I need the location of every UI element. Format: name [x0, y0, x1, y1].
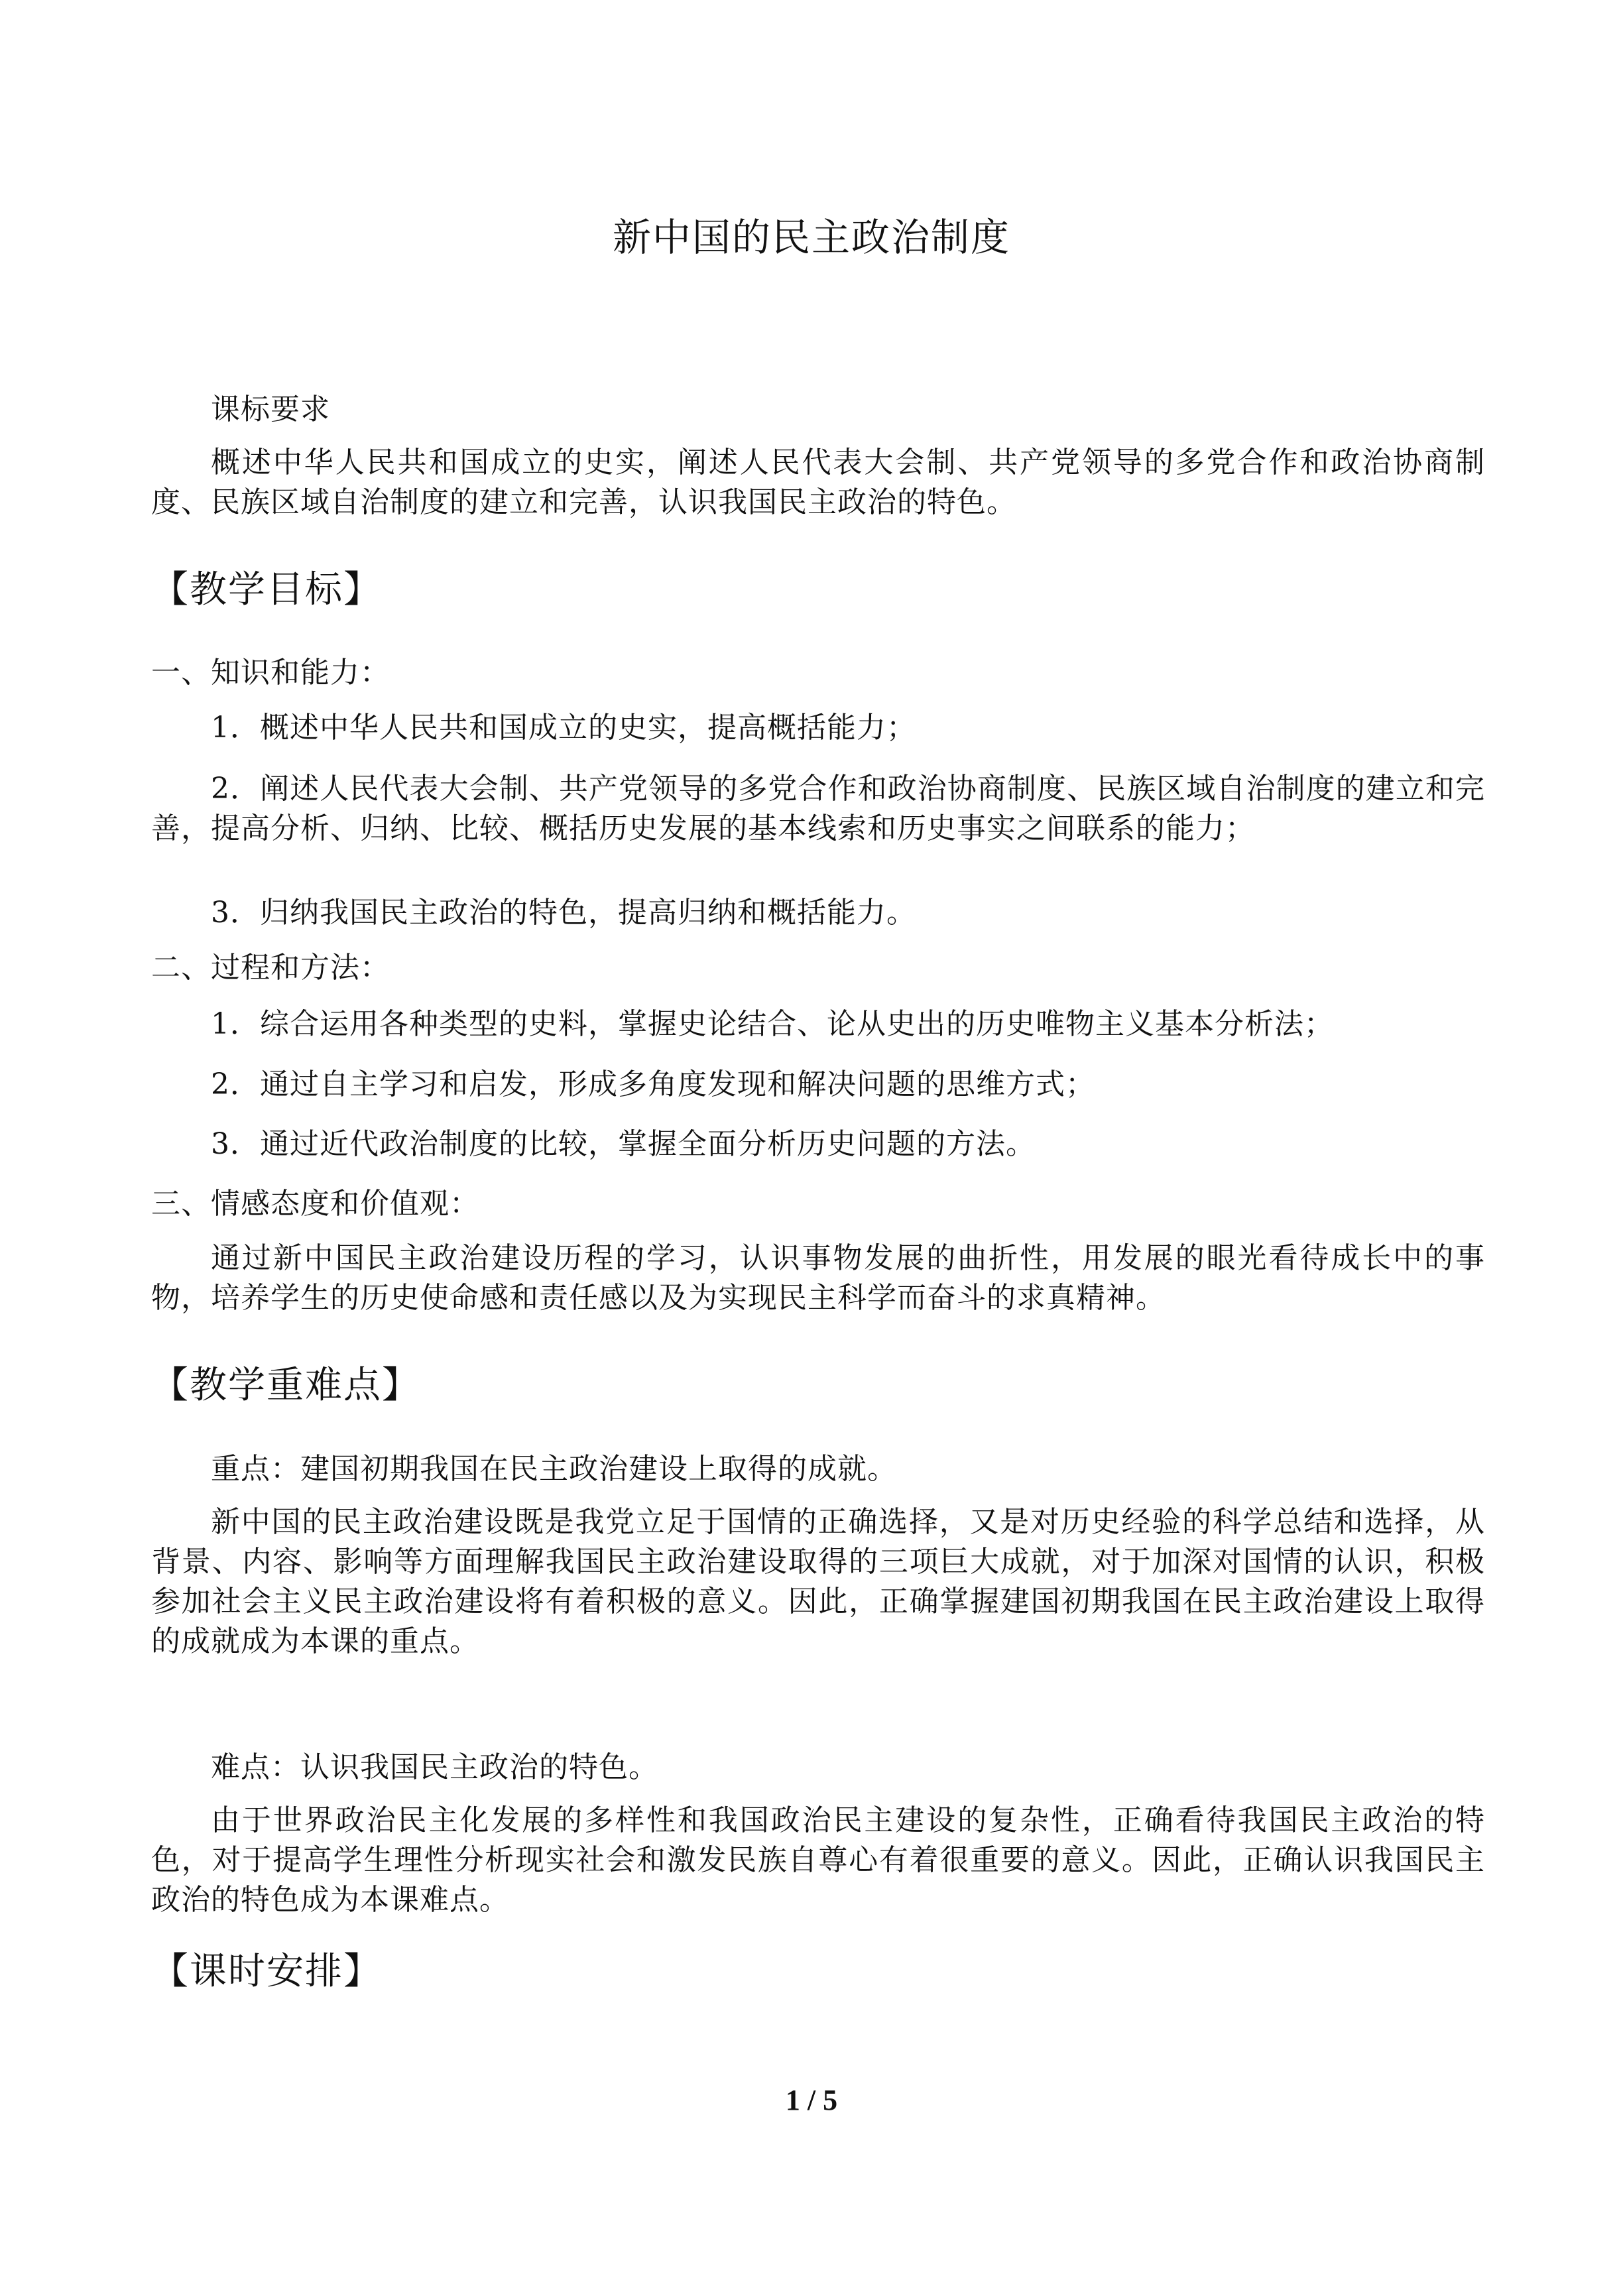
values-label: 三、情感态度和价值观：	[151, 1187, 479, 1221]
difficulty-text: 由于世界政治民主化发展的多样性和我国政治民主建设的复杂性，正确看待我国民主政治的特色，对于提高学生理性分析现实社会和激发民族自尊心有着很重要的意义。因此，正确认识我国民主政治的特色成为本课难点。	[151, 1803, 1485, 1917]
process-item-3: 3．通过近代政治制度的比较，掌握全面分析历史问题的方法。	[211, 1127, 1036, 1161]
focus-text: 新中国的民主政治建设既是我党立足于国情的正确选择，又是对历史经验的科学总结和选择，从背景、内容、影响等方面理解我国民主政治建设取得的三项巨大成就，对于加深对国情的认识，积极参加社会主义民主政治建设将有着积极的意义。因此，正确掌握建国初期我国在民主政治建设上取得的成就成为本课的重点。	[151, 1505, 1485, 1658]
process-label: 二、过程和方法：	[151, 951, 390, 985]
knowledge-label: 一、知识和能力：	[151, 656, 390, 690]
values-text: 通过新中国民主政治建设历程的学习，认识事物发展的曲折性，用发展的眼光看待成长中的事物，培养学生的历史使命感和责任感以及为实现民主科学而奋斗的求真精神。	[151, 1241, 1485, 1315]
curriculum-text: 概述中华人民共和国成立的史实，阐述人民代表大会制、共产党领导的多党合作和政治协商制度、民族区域自治制度的建立和完善，认识我国民主政治的特色。	[151, 446, 1485, 519]
process-item-2: 2．通过自主学习和启发，形成多角度发现和解决问题的思维方式；	[211, 1067, 1095, 1101]
knowledge-item-1: 1．概述中华人民共和国成立的史实，提高概括能力；	[211, 711, 916, 745]
objectives-heading: 【教学目标】	[151, 568, 382, 611]
knowledge-item-3: 3．归纳我国民主政治的特色，提高归纳和概括能力。	[211, 896, 916, 930]
knowledge-item-2: 2．阐述人民代表大会制、共产党领导的多党合作和政治协商制度、民族区域自治制度的建立和完善，提高分析、归纳、比较、概括历史发展的基本线索和历史事实之间联系的能力；	[151, 772, 1485, 845]
curriculum-label: 课标要求	[211, 393, 330, 426]
key-points-heading: 【教学重难点】	[151, 1364, 420, 1407]
focus-label: 重点：建国初期我国在民主政治建设上取得的成就。	[211, 1452, 897, 1486]
schedule-heading: 【课时安排】	[151, 1950, 382, 1993]
document-title: 新中国的民主政治制度	[612, 215, 1010, 260]
process-item-1: 1．综合运用各种类型的史料，掌握史论结合、论从史出的历史唯物主义基本分析法；	[211, 1007, 1334, 1041]
page-indicator: 1 / 5	[785, 2084, 838, 2116]
difficulty-label: 难点：认识我国民主政治的特色。	[211, 1750, 658, 1784]
